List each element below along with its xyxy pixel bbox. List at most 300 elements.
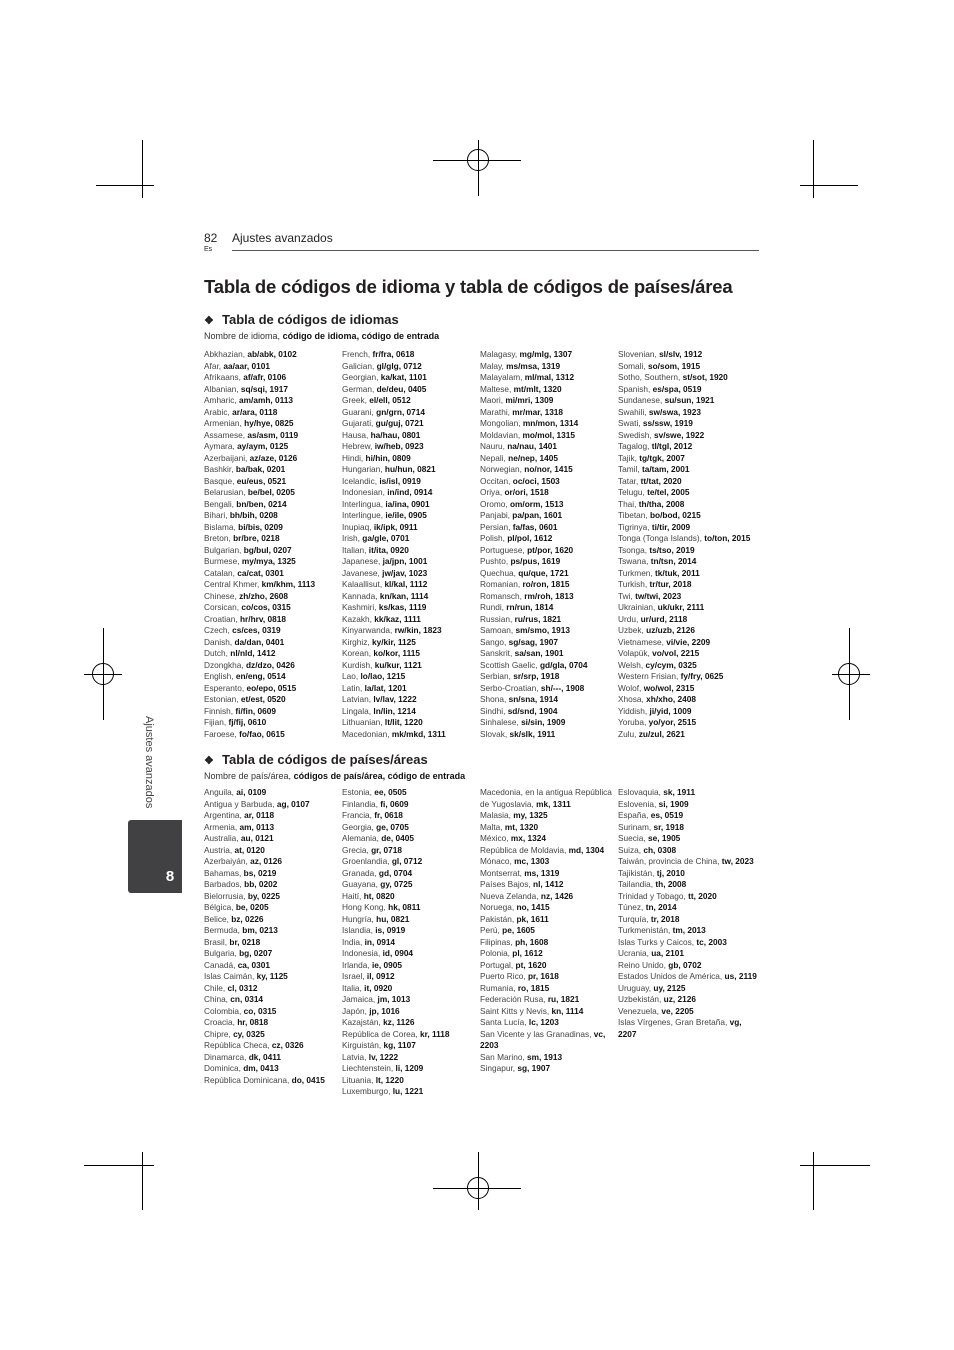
- language-code: mr/mar, 1318: [512, 406, 564, 417]
- country-entry: [342, 1063, 484, 1075]
- country-entry: [342, 810, 484, 822]
- language-code: zu/zul, 2621: [638, 728, 685, 739]
- language-name: Macedonian,: [342, 728, 390, 739]
- language-entry: [480, 706, 622, 718]
- country-name: Países Bajos,: [480, 879, 531, 889]
- language-entry: [342, 522, 484, 534]
- language-entry: [618, 499, 760, 511]
- language-entry: [618, 545, 760, 557]
- language-code: ta/tam, 2001: [641, 464, 690, 474]
- side-tab-label: Ajustes avanzados: [143, 716, 155, 809]
- country-name: España,: [618, 810, 649, 820]
- language-entry: [204, 453, 346, 465]
- country-name: Grecia,: [342, 844, 369, 855]
- country-code: bs, 0219: [243, 867, 277, 878]
- language-name: Oriya,: [480, 487, 503, 497]
- language-code: ia/ina, 0901: [385, 498, 430, 509]
- language-code: ba/bak, 0201: [235, 464, 286, 474]
- country-code: tc, 2003: [696, 936, 727, 947]
- language-code: lo/lao, 1215: [360, 671, 406, 681]
- language-entry: [342, 717, 484, 729]
- language-name: Scottish Gaelic,: [480, 659, 538, 670]
- language-entry: [342, 395, 484, 407]
- country-name: Bielorrusia,: [204, 890, 246, 901]
- language-name: Swati,: [618, 418, 641, 428]
- language-name: Portuguese,: [480, 544, 525, 555]
- countries-subheading-label: Nombre de país/área,: [204, 771, 292, 781]
- country-entry: [480, 971, 622, 983]
- language-name: Malay,: [480, 360, 504, 371]
- language-entry: [204, 395, 346, 407]
- language-code: sv/swe, 1922: [653, 429, 705, 440]
- language-name: Malayalam,: [480, 372, 523, 382]
- country-entry: [618, 902, 760, 914]
- language-name: Bengali,: [204, 498, 234, 509]
- language-entry: [618, 453, 760, 465]
- language-code: ru/rus, 1821: [514, 613, 562, 624]
- language-code: ca/cat, 0301: [237, 567, 284, 578]
- language-entry: [342, 533, 484, 545]
- language-name: Galician,: [342, 360, 375, 371]
- language-name: Inupiaq,: [342, 521, 372, 532]
- language-code: lt/lit, 1220: [384, 717, 423, 727]
- language-name: Dutch,: [204, 648, 228, 658]
- language-code: en/eng, 0514: [235, 671, 286, 681]
- country-name: Irlanda,: [342, 959, 370, 970]
- country-name: Tailandia,: [618, 879, 654, 889]
- language-name: Bihari,: [204, 510, 228, 520]
- language-name: Tsonga,: [618, 544, 648, 555]
- country-code: th, 2008: [655, 879, 687, 889]
- country-code: ru, 1821: [547, 994, 580, 1004]
- country-name: Antigua y Barbuda,: [204, 798, 275, 809]
- language-name: Tibetan,: [618, 510, 648, 520]
- country-name: Eslovaquia,: [618, 787, 661, 797]
- language-name: Romansch,: [480, 590, 522, 601]
- language-code: te/tel, 2005: [647, 487, 690, 497]
- country-entry: [480, 983, 622, 995]
- language-entry: [480, 522, 622, 534]
- language-name: Sanskrit,: [480, 648, 513, 658]
- country-name: Rumania,: [480, 982, 516, 993]
- language-entry: [204, 648, 346, 660]
- country-name: Uzbekistán,: [618, 994, 662, 1004]
- country-name: Francia,: [342, 810, 372, 820]
- language-name: Ukrainian,: [618, 602, 656, 612]
- country-name: Pakistán,: [480, 913, 515, 924]
- country-entry: [480, 1052, 622, 1064]
- language-entry: [480, 625, 622, 637]
- language-entry: [618, 361, 760, 373]
- country-code: ky, 1125: [256, 971, 288, 981]
- country-code: by, 0225: [247, 890, 280, 901]
- language-name: Italian,: [342, 544, 367, 555]
- country-entry: [204, 810, 346, 822]
- language-entry: [480, 349, 622, 361]
- language-code: hr/hrv, 0818: [239, 613, 286, 624]
- language-code: om/orm, 1513: [509, 498, 564, 509]
- language-entry: [204, 625, 346, 637]
- country-entry: [480, 1006, 622, 1018]
- country-column: [480, 787, 622, 1075]
- language-code: tk/tuk, 2011: [655, 567, 700, 578]
- language-code: ab/abk, 0102: [247, 349, 297, 359]
- country-code: gy, 0725: [380, 879, 413, 889]
- language-name: Kirghiz,: [342, 636, 370, 647]
- country-entry: [342, 799, 484, 811]
- language-name: Hungarian,: [342, 464, 383, 474]
- language-name: Afrikaans,: [204, 372, 241, 382]
- country-name: Islas Vírgenes, Gran Bretaña,: [618, 1017, 728, 1027]
- country-entry: [618, 983, 760, 995]
- language-entry: [342, 407, 484, 419]
- language-entry: [204, 579, 346, 591]
- language-code: sn/sna, 1914: [508, 694, 558, 704]
- language-code: pa/pan, 1601: [512, 510, 563, 520]
- language-entry: [480, 464, 622, 476]
- language-entry: [480, 637, 622, 649]
- language-name: Hindi,: [342, 452, 364, 463]
- country-entry: [480, 960, 622, 972]
- language-code: is/isl, 0919: [379, 475, 421, 486]
- language-code: rw/kin, 1823: [394, 625, 442, 635]
- language-name: Abkhazian,: [204, 349, 246, 359]
- country-name: Argentina,: [204, 810, 242, 820]
- language-code: de/deu, 0405: [376, 383, 427, 394]
- language-entry: [342, 441, 484, 453]
- language-code: ml/mal, 1312: [524, 372, 575, 382]
- language-entry: [342, 729, 484, 741]
- language-entry: [204, 614, 346, 626]
- language-entry: [480, 591, 622, 603]
- country-entry: [480, 810, 622, 822]
- country-name: República de Corea,: [342, 1028, 418, 1039]
- country-name: Israel,: [342, 971, 365, 981]
- country-name: Perú,: [480, 925, 500, 935]
- country-name: Ucrania,: [618, 948, 649, 958]
- language-code: cs/ces, 0319: [232, 625, 281, 635]
- language-entry: [618, 614, 760, 626]
- diamond-bullet-icon: ❖: [204, 315, 214, 327]
- language-name: Tonga (Tonga Islands),: [618, 533, 702, 543]
- country-name: Groenlandia,: [342, 856, 390, 866]
- language-name: Azerbaijani,: [204, 452, 248, 463]
- language-code: fi/fin, 0609: [235, 705, 276, 716]
- language-entry: [480, 568, 622, 580]
- country-name: Austria,: [204, 844, 233, 855]
- country-code: do, 0415: [291, 1074, 325, 1085]
- language-code: nl/nld, 1412: [230, 648, 276, 658]
- language-name: Thai,: [618, 498, 637, 509]
- country-name: Federación Rusa,: [480, 994, 546, 1004]
- country-name: Surinam,: [618, 821, 652, 832]
- language-name: Sotho, Southern,: [618, 372, 681, 382]
- country-name: Belice,: [204, 913, 229, 924]
- language-code: ts/tso, 2019: [649, 544, 695, 555]
- country-code: ro, 1815: [517, 982, 550, 993]
- language-name: Hausa,: [342, 429, 369, 440]
- languages-heading-text: Tabla de códigos de idiomas: [222, 312, 399, 327]
- language-name: Burmese,: [204, 556, 240, 566]
- country-entry: [480, 994, 622, 1006]
- language-code: pl/pol, 1612: [507, 533, 553, 543]
- language-entry: [480, 671, 622, 683]
- language-name: Tajik,: [618, 452, 637, 463]
- language-entry: [480, 372, 622, 384]
- language-code: mo/mol, 1315: [522, 429, 576, 440]
- language-code: tn/tsn, 2014: [650, 556, 697, 566]
- language-name: Oromo,: [480, 498, 508, 509]
- language-name: Amharic,: [204, 395, 237, 405]
- country-name: Kazajstán,: [342, 1017, 381, 1027]
- country-code: lv, 1222: [368, 1051, 399, 1062]
- country-code: mx, 1324: [510, 833, 546, 843]
- country-name: San Vicente y las Granadinas,: [480, 1028, 592, 1039]
- language-entry: [342, 556, 484, 568]
- language-entry: [618, 568, 760, 580]
- country-code: tw, 2023: [721, 856, 754, 866]
- country-name: Malasia,: [480, 810, 511, 820]
- language-entry: [618, 384, 760, 396]
- crop-mark-top-left-h: [96, 185, 154, 186]
- language-entry: [342, 694, 484, 706]
- country-name: Guayana,: [342, 879, 378, 889]
- language-code: ms/msa, 1319: [506, 360, 561, 371]
- country-entry: [204, 1040, 346, 1052]
- country-code: no, 1415: [516, 902, 550, 912]
- language-name: Japanese,: [342, 556, 381, 566]
- language-code: sg/sag, 1907: [508, 636, 558, 647]
- country-entry: [618, 787, 760, 799]
- language-entry: [618, 729, 760, 741]
- country-name: Islandia,: [342, 925, 373, 935]
- country-entry: [204, 948, 346, 960]
- language-name: Finnish,: [204, 705, 234, 716]
- country-code: my, 1325: [513, 810, 548, 820]
- country-entry: [618, 799, 760, 811]
- country-entry: [480, 1063, 622, 1075]
- language-name: Korean,: [342, 648, 372, 658]
- country-entry: [618, 856, 760, 868]
- language-entry: [204, 349, 346, 361]
- language-entry: [342, 602, 484, 614]
- country-code: ch, 0308: [643, 844, 677, 855]
- language-code: ga/gle, 0701: [362, 533, 410, 543]
- language-name: Yoruba,: [618, 717, 647, 727]
- country-entry: [480, 833, 622, 845]
- language-entry: [618, 579, 760, 591]
- language-name: Belarusian,: [204, 487, 246, 497]
- language-name: Kazakh,: [342, 613, 372, 624]
- language-name: Sinhalese,: [480, 717, 519, 727]
- country-entry: [342, 971, 484, 983]
- language-name: Serbo-Croatian,: [480, 682, 539, 693]
- language-name: Bislama,: [204, 521, 236, 532]
- language-name: Vietnamese,: [618, 636, 664, 647]
- language-entry: [342, 464, 484, 476]
- language-entry: [618, 430, 760, 442]
- language-name: Tagalog,: [618, 441, 650, 451]
- language-code: eu/eus, 0521: [236, 475, 287, 486]
- country-name: Puerto Rico,: [480, 971, 526, 981]
- country-entry: [618, 833, 760, 845]
- language-entry: [204, 361, 346, 373]
- language-code: mk/mkd, 1311: [391, 728, 446, 739]
- language-name: Esperanto,: [204, 682, 245, 693]
- language-entry: [204, 533, 346, 545]
- country-entry: [342, 983, 484, 995]
- language-name: Moldavian,: [480, 429, 521, 440]
- language-code: vi/vie, 2209: [666, 636, 711, 647]
- country-name: Anguila,: [204, 787, 234, 797]
- country-entry: [342, 1029, 484, 1041]
- country-code: dk, 0411: [248, 1051, 282, 1062]
- language-name: Yiddish,: [618, 705, 648, 716]
- language-name: Kurdish,: [342, 659, 373, 670]
- language-code: as/asm, 0119: [247, 429, 299, 440]
- country-code: cn, 0314: [230, 994, 264, 1004]
- country-name: Finlandia,: [342, 798, 378, 809]
- language-name: Welsh,: [618, 659, 644, 670]
- language-name: French,: [342, 349, 371, 359]
- language-code: az/aze, 0126: [249, 452, 298, 463]
- country-entry: [618, 868, 760, 880]
- language-name: Irish,: [342, 533, 360, 543]
- language-entry: [480, 487, 622, 499]
- country-entry: [618, 994, 760, 1006]
- language-name: Urdu,: [618, 613, 639, 624]
- language-name: Assamese,: [204, 429, 246, 440]
- country-name: Chile,: [204, 982, 226, 993]
- language-entry: [204, 545, 346, 557]
- country-entry: [618, 1017, 760, 1040]
- country-entry: [342, 914, 484, 926]
- language-code: pt/por, 1620: [527, 544, 574, 555]
- language-entry: [618, 625, 760, 637]
- language-name: Latin,: [342, 682, 363, 693]
- language-code: aa/aar, 0101: [223, 360, 270, 371]
- language-name: Somali,: [618, 360, 646, 371]
- crop-mark-top-right-h: [800, 185, 858, 186]
- country-name: India,: [342, 936, 363, 947]
- language-code: ku/kur, 1121: [374, 659, 422, 670]
- page-title: Tabla de códigos de idioma y tabla de códigos de países/área: [204, 276, 733, 297]
- country-name: Lituania,: [342, 1074, 374, 1085]
- countries-section-heading: [204, 752, 428, 767]
- language-entry: [618, 349, 760, 361]
- language-name: Russian,: [480, 613, 513, 624]
- language-entry: [204, 407, 346, 419]
- country-code: tm, 2013: [672, 925, 706, 935]
- country-code: ai, 0109: [236, 787, 267, 797]
- language-name: Estonian,: [204, 694, 239, 704]
- language-name: Corsican,: [204, 602, 240, 612]
- country-entry: [618, 914, 760, 926]
- language-code: uk/ukr, 2111: [657, 602, 705, 612]
- country-entry: [204, 902, 346, 914]
- language-name: Guarani,: [342, 406, 374, 417]
- language-entry: [204, 591, 346, 603]
- language-name: Chinese,: [204, 590, 237, 601]
- language-name: Lingala,: [342, 705, 372, 716]
- language-name: Icelandic,: [342, 475, 378, 486]
- country-code: ag, 0107: [276, 798, 310, 809]
- country-code: ms, 1319: [524, 867, 560, 878]
- country-code: si, 1909: [658, 798, 689, 809]
- country-entry: [204, 1029, 346, 1041]
- language-entry: [480, 717, 622, 729]
- language-entry: [204, 683, 346, 695]
- language-entry: [618, 522, 760, 534]
- language-entry: [342, 545, 484, 557]
- language-code: bo/bod, 0215: [649, 510, 701, 520]
- country-name: República de Moldavia,: [480, 844, 567, 855]
- language-code: am/amh, 0113: [239, 395, 294, 405]
- language-entry: [204, 660, 346, 672]
- country-entry: [618, 948, 760, 960]
- language-code: be/bel, 0205: [247, 487, 295, 497]
- country-code: it, 0920: [364, 982, 393, 993]
- language-name: Volapük,: [618, 648, 650, 658]
- language-name: Central Khmer,: [204, 579, 260, 589]
- country-entry: [618, 845, 760, 857]
- language-name: Nauru,: [480, 441, 505, 451]
- country-entry: [342, 948, 484, 960]
- languages-section-heading: [204, 312, 399, 327]
- country-entry: [480, 1017, 622, 1029]
- country-code: mc, 1303: [514, 856, 550, 866]
- country-name: Hungría,: [342, 913, 374, 924]
- language-entry: [618, 510, 760, 522]
- country-name: Saint Kitts y Nevis,: [480, 1005, 550, 1016]
- country-entry: [342, 1086, 484, 1098]
- country-code: cz, 0326: [271, 1040, 304, 1050]
- language-name: Sundanese,: [618, 395, 663, 405]
- country-entry: [204, 845, 346, 857]
- language-name: Indonesian,: [342, 487, 385, 497]
- language-code: es/spa, 0519: [652, 383, 702, 394]
- language-code: ie/ile, 0905: [385, 510, 427, 520]
- language-entry: [618, 602, 760, 614]
- country-name: Suecia,: [618, 833, 646, 843]
- language-entry: [480, 499, 622, 511]
- language-entry: [342, 625, 484, 637]
- country-code: tr, 2018: [650, 913, 680, 924]
- country-name: Estados Unidos de América,: [618, 971, 723, 981]
- country-code: de, 0405: [381, 833, 414, 843]
- language-name: Fijian,: [204, 717, 227, 727]
- language-code: ar/ara, 0118: [232, 406, 278, 417]
- country-code: ee, 0505: [374, 787, 407, 797]
- language-code: yo/yor, 2515: [648, 717, 697, 727]
- country-code: cl, 0312: [227, 982, 258, 993]
- country-name: Nueva Zelanda,: [480, 890, 539, 901]
- country-code: ge, 0705: [376, 821, 409, 832]
- language-entry: [204, 694, 346, 706]
- language-code: fo/fao, 0615: [239, 728, 285, 739]
- language-name: Aymara,: [204, 441, 235, 451]
- country-name: Australia,: [204, 833, 239, 843]
- language-entry: [342, 361, 484, 373]
- language-code: to/ton, 2015: [704, 533, 751, 543]
- language-code: br/bre, 0218: [233, 533, 280, 543]
- country-entry: [618, 891, 760, 903]
- language-name: Tswana,: [618, 556, 649, 566]
- country-entry: [342, 856, 484, 868]
- country-code: us, 2119: [724, 971, 757, 981]
- crop-mark-bottom-left-h: [84, 1165, 154, 1166]
- country-name: Canadá,: [204, 959, 236, 970]
